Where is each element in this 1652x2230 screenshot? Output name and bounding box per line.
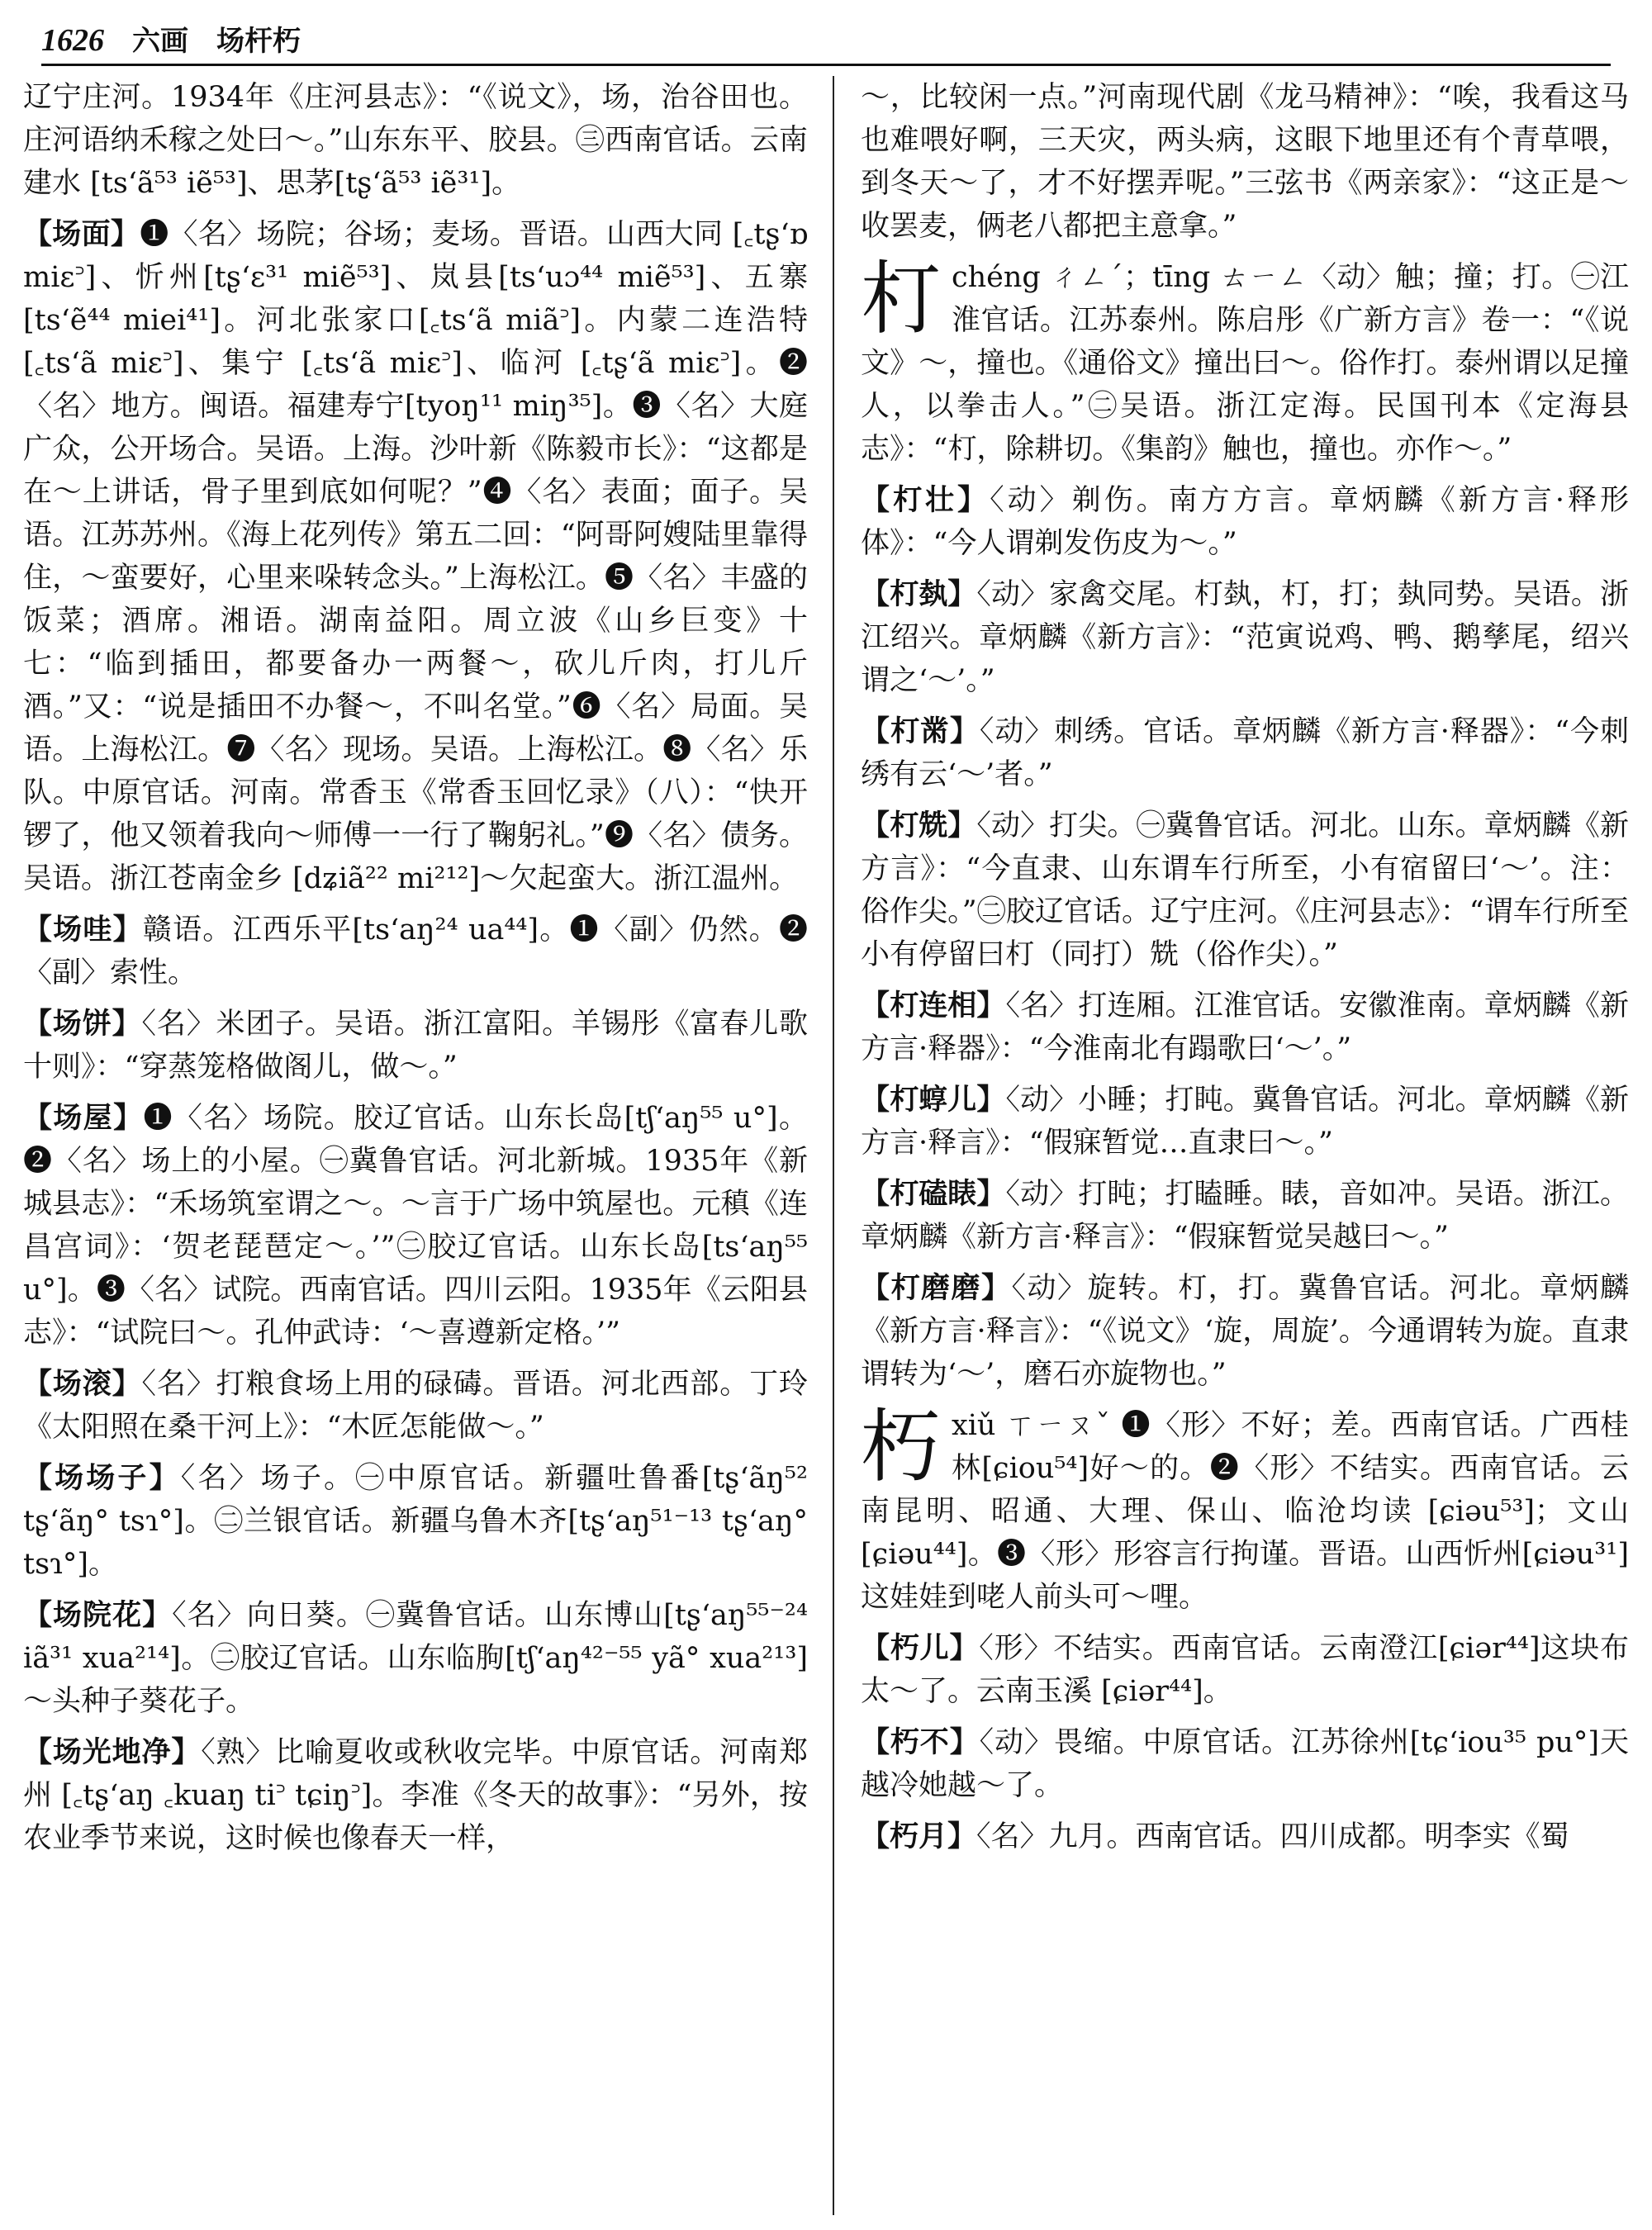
head-character-entry bbox=[861, 253, 1629, 471]
entry bbox=[861, 1815, 1629, 1858]
entry-headword: 【场面】 bbox=[23, 218, 140, 251]
entry-headword: 【朾磕䁃】 bbox=[861, 1178, 1006, 1211]
stroke-count: 六画 bbox=[132, 25, 188, 58]
entry-body: 〈名〉九月。西南官话。四川成都。明李实《蜀 bbox=[976, 1820, 1569, 1853]
entry bbox=[861, 1627, 1629, 1713]
entry-body: 〈动〉剃伤。南方方言。章炳麟《新方言·释形体》：“今人谓剃发伤皮为～。” bbox=[861, 484, 1629, 560]
entry-body: 〈动〉刺绣。官话。章炳麟《新方言·释器》：“今刺绣有云‘～’者。” bbox=[861, 715, 1629, 791]
entry-body: 〈名〉向日葵。㊀冀鲁官话。山东博山[tʂ‘aŋ⁵⁵⁻²⁴ iã³¹ xua²¹⁴]。㊁胶辽官话。山东临朐[tʃ‘aŋ⁴²⁻⁵⁵ yã° xua²¹³]～头种子葵花子。 bbox=[23, 1599, 808, 1718]
head-character-entry bbox=[861, 1401, 1629, 1619]
entry-headword: 【朾兟】 bbox=[861, 809, 977, 842]
page-header bbox=[41, 15, 1611, 66]
entry-body: 〈名〉打连厢。江淮官话。安徽淮南。章炳麟《新方言·释器》：“今淮南北有蹋歌曰‘～’。” bbox=[861, 989, 1629, 1065]
entry-headword: 【朾蜳儿】 bbox=[861, 1084, 1006, 1117]
entry-headword: 【朽不】 bbox=[861, 1726, 980, 1759]
entry bbox=[861, 479, 1629, 565]
entry-headword: 【场光地净】 bbox=[23, 1736, 202, 1769]
entry-body: 〈动〉旋转。朾，打。冀鲁官话。河北。章炳麟《新方言·释言》：“《说文》‘旋，周旋’。今通谓转为旋。直隶谓转为‘～’，磨石亦旋物也。” bbox=[861, 1272, 1629, 1391]
entry-headword: 【朾磨磨】 bbox=[861, 1272, 1012, 1305]
entry-body: 〈名〉打粮食场上用的碌碡。晋语。河北西部。丁玲《太阳照在桑干河上》：“木匠怎能做～。” bbox=[23, 1368, 808, 1444]
head-character: 朾 bbox=[861, 253, 940, 345]
entry-headword: 【场饼】 bbox=[23, 1008, 142, 1041]
entry bbox=[861, 1721, 1629, 1807]
entry bbox=[861, 1079, 1629, 1165]
entry-headword: 【场哇】 bbox=[23, 913, 143, 947]
continuation-text: ～，比较闲一点。”河南现代剧《龙马精神》：“唉，我看这马也难喂好啊，三天灾，两头病，这眼下地里还有个青草喂，到冬天～了，才不好摆弄呢。”三弦书《两亲家》：“这正是～收罢麦，俩老八都把主意拿。” bbox=[861, 81, 1629, 243]
entry-body: 〈动〉小睡；打盹。冀鲁官话。河北。章炳麟《新方言·释言》：“假寐暂觉…直隶曰～。” bbox=[861, 1084, 1629, 1160]
entry bbox=[23, 1457, 808, 1586]
head-character: 朽 bbox=[861, 1401, 940, 1493]
page-number: 1626 bbox=[41, 23, 104, 58]
entry bbox=[23, 1097, 808, 1355]
entry bbox=[861, 1267, 1629, 1396]
entry-body: ❶〈名〉场院。胶辽官话。山东长岛[tʃ‘aŋ⁵⁵ u°]。❷〈名〉场上的小屋。㊀冀鲁官话。河北新城。1935年《新城县志》：“禾场筑室谓之～。～言于广场中筑屋也。元稹《连昌宫词》：‘贺老琵琶定～。’”㊁胶辽官话。山东长岛[ts‘aŋ⁵⁵ u°]。❸〈名〉试院。西南官话。四川云阳。1935年《云阳县志》：“试院曰～。孔仲武诗：‘～喜遵新定格。’” bbox=[23, 1102, 808, 1350]
entry-body: 〈熟〉比喻夏收或秋收完毕。中原官话。河南郑州 [꜀tʂ‘aŋ ꜀kuaŋ ti꜄ tɕiŋ꜄]。李准《冬天的故事》：“另外，按农业季节来说，这时候也像春天一样， bbox=[23, 1736, 808, 1855]
entry-headword: 【场屋】 bbox=[23, 1102, 144, 1135]
head-character-body: chéng ㄔㄥˊ；tīng ㄊㄧㄥ〈动〉触；撞；打。㊀江淮官话。江苏泰州。陈启彤《广新方言》卷一：“《说文》～，撞也。《通俗文》撞出曰～。俗作打。泰州谓以足撞人，以拳击人。”㊁吴语。浙江定海。民国刊本《定海县志》：“朾，除耕切。《集韵》触也，撞也。亦作～。” bbox=[861, 261, 1629, 466]
entry-headword: 【朾埶】 bbox=[861, 578, 977, 611]
entry-body: 〈动〉打尖。㊀冀鲁官话。河北。山东。章炳麟《新方言》：“今直隶、山东谓车行所至，小有宿留曰‘～’。注：俗作尖。”㊁胶辽官话。辽宁庄河。《庄河县志》：“谓车行所至小有停留曰朾（同打）兟（俗作尖）。” bbox=[861, 809, 1629, 971]
entry-body: 〈动〉打盹；打瞌睡。䁃，音如冲。吴语。浙江。章炳麟《新方言·释言》：“假寐暂觉吴越曰～。” bbox=[861, 1178, 1629, 1254]
entry-body: 赣语。江西乐平[ts‘aŋ²⁴ ua⁴⁴]。❶〈副〉仍然。❷〈副〉索性。 bbox=[23, 913, 808, 989]
header-chars: 场杆朽 bbox=[216, 25, 301, 58]
entry-headword: 【朾连相】 bbox=[861, 989, 1006, 1022]
entry bbox=[23, 1731, 808, 1860]
entry bbox=[23, 1594, 808, 1723]
entry-body: 〈名〉米团子。吴语。浙江富阳。羊锡彤《富春儿歌十则》：“穿蒸笼格做阁儿，做～。” bbox=[23, 1008, 808, 1084]
entry bbox=[23, 1003, 808, 1089]
entry-headword: 【朽儿】 bbox=[861, 1632, 980, 1665]
entry bbox=[861, 804, 1629, 976]
entry bbox=[23, 213, 808, 900]
entry-headword: 【场滚】 bbox=[23, 1368, 142, 1401]
entry-headword: 【场院花】 bbox=[23, 1599, 173, 1632]
entry-headword: 【朽月】 bbox=[861, 1820, 977, 1853]
entry bbox=[861, 710, 1629, 796]
entry-body: 〈动〉家禽交尾。朾埶，朾，打；埶同势。吴语。浙江绍兴。章炳麟《新方言》：“范寅说鸡、鸭、鹅孳尾，绍兴谓之‘～’。” bbox=[861, 578, 1629, 697]
entry bbox=[23, 909, 808, 994]
entry-headword: 【朾壮】 bbox=[861, 484, 990, 517]
head-character-body: xiǔ ㄒㄧㄡˇ ❶〈形〉不好；差。西南官话。广西桂林[ɕiou⁵⁴]好～的。❷〈形〉不结实。西南官话。云南昆明、昭通、大理、保山、临沧均读 [ɕiəu⁵³]；文山[ɕiəu⁴⁴]。❸〈形〉形容言行拘谨。晋语。山西忻州[ɕiəu³¹]这娃娃到咾人前头可～哩。 bbox=[861, 1409, 1629, 1614]
entry bbox=[861, 985, 1629, 1070]
continuation-text: 辽宁庄河。1934年《庄河县志》：“《说文》，场，治谷田也。庄河语纳禾稼之处曰～。”山东东平、胶县。㊂西南官话。云南建水 [ts‘ã⁵³ iẽ⁵³]、思茅[tʂ‘ã⁵³ iẽ³¹]。 bbox=[23, 81, 808, 200]
entry-body: 〈形〉不结实。西南官话。云南澄江[ɕiər⁴⁴]这块布太～了。云南玉溪 [ɕiər⁴⁴]。 bbox=[861, 1632, 1629, 1708]
column-divider bbox=[833, 76, 834, 2215]
entry bbox=[861, 573, 1629, 702]
entry-body: 〈动〉畏缩。中原官话。江苏徐州[tɕ‘iou³⁵ pu°]天越冷她越～了。 bbox=[861, 1726, 1629, 1802]
entry-headword: 【场场子】 bbox=[23, 1462, 181, 1495]
right-column bbox=[861, 76, 1629, 2215]
left-column bbox=[23, 76, 808, 2215]
entry bbox=[23, 1363, 808, 1449]
entry-headword: 【朾黹】 bbox=[861, 715, 980, 748]
entry bbox=[861, 1173, 1629, 1259]
entry-body: 〈名〉场子。㊀中原官话。新疆吐鲁番[tʂ‘ãŋ⁵² tʂ‘ãŋ° tsɿ°]。㊁兰银官话。新疆乌鲁木齐[tʂ‘aŋ⁵¹⁻¹³ tʂ‘aŋ° tsɿ°]。 bbox=[23, 1462, 808, 1581]
entry-body: ❶〈名〉场院；谷场；麦场。晋语。山西大同 [꜀tʂ‘ɒ miɛ꜄]、忻州[tʂ‘ɛ³¹ miẽ⁵³]、岚县[ts‘uɔ⁴⁴ miẽ⁵³]、五寨[ts‘ẽ⁴⁴ miei⁴¹]。河北张家口[꜀ts‘ã miã꜄]。内蒙二连浩特 [꜀ts‘ã miɛ꜄]、集宁 [꜀ts‘ã miɛ꜄]、临河 [꜀tʂ‘ã miɛ꜄]。❷〈名〉地方。闽语。福建寿宁[tyoŋ¹¹ miŋ³⁵]。❸〈名〉大庭广众，公开场合。吴语。上海。沙叶新《陈毅市长》：“这都是在～上讲话，骨子里到底如何呢？”❹〈名〉表面；面子。吴语。江苏苏州。《海上花列传》第五二回：“阿哥阿嫂陆里靠得住，～蛮要好，心里来哚转念头。”上海松江。❺〈名〉丰盛的饭菜；酒席。湘语。湖南益阳。周立波《山乡巨变》十七：“临到插田，都要备办一两餐～，砍儿斤肉，打儿斤酒。”又：“说是插田不办餐～，不叫名堂。”❻〈名〉局面。吴语。上海松江。❼〈名〉现场。吴语。上海松江。❽〈名〉乐队。中原官话。河南。常香玉《常香玉回忆录》（八）：“快开锣了，他又领着我向～师傅一一行了鞠躬礼。”❾〈名〉债务。吴语。浙江苍南金乡 [dʑiã²² mi²¹²]～欠起蛮大。浙江温州。 bbox=[23, 218, 808, 895]
